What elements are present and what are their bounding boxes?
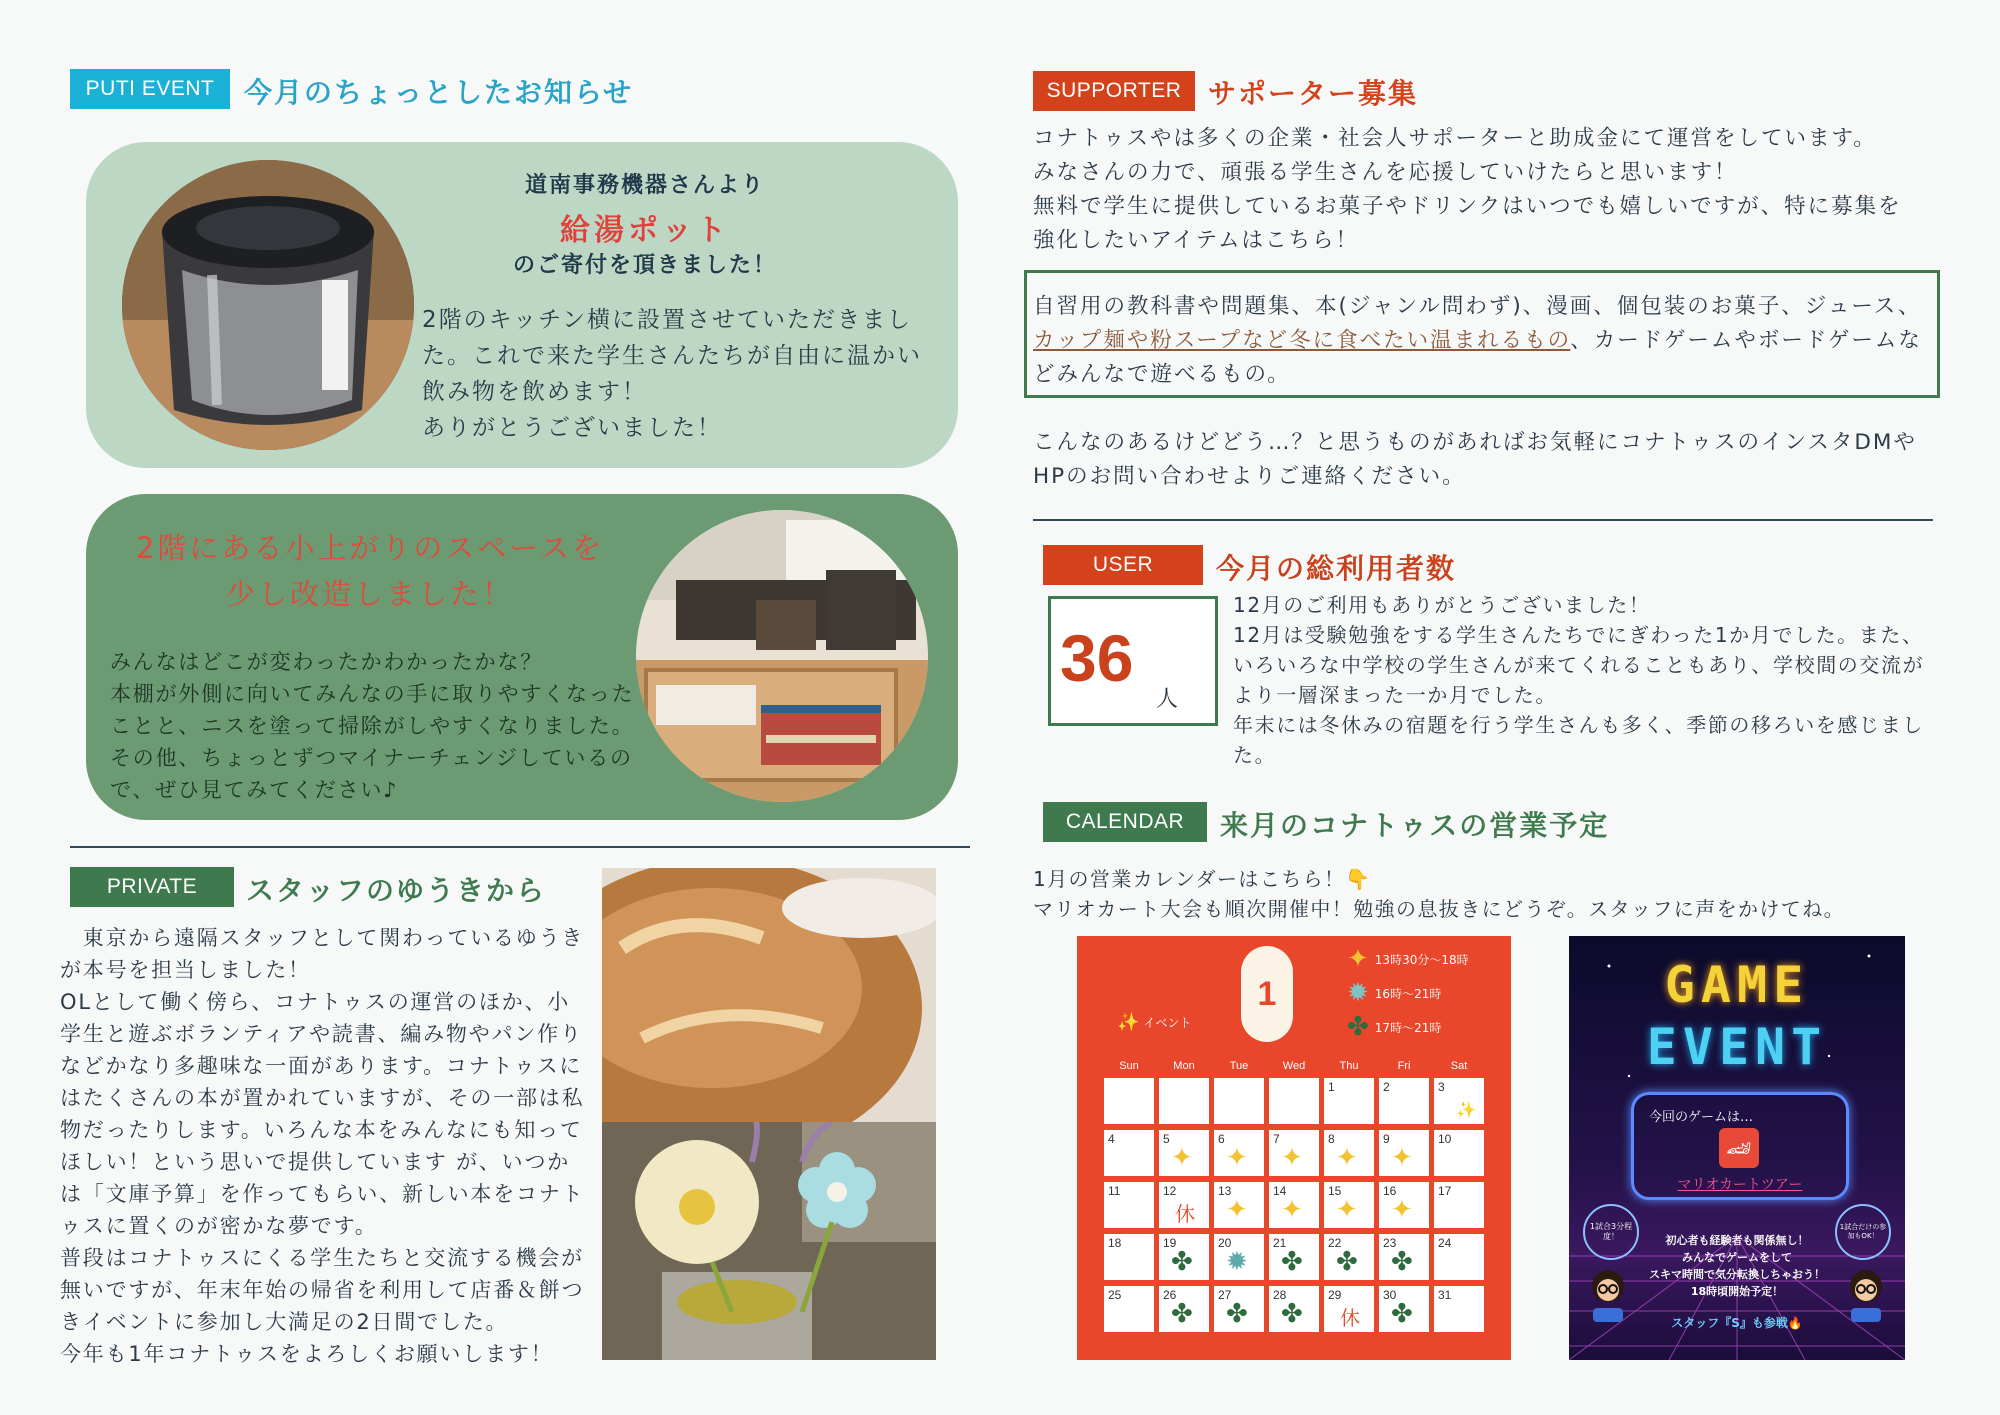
private-title: スタッフのゆうきから (246, 874, 547, 907)
sparkle-icon: ✨ (1117, 1012, 1140, 1033)
game-name: マリオカートツアー (1677, 1177, 1803, 1193)
legend-event-label: イベント (1143, 1016, 1192, 1030)
calendar-day-number: 6 (1218, 1132, 1225, 1146)
yellow-star-icon: ✦ (1226, 1195, 1248, 1225)
bubble-left-text: 1試合3分程度！ (1589, 1222, 1633, 1241)
calendar-day-number: 2 (1383, 1080, 1390, 1094)
knitted-flower-photo (602, 1122, 936, 1360)
yellow-star-icon: ✦ (1391, 1143, 1413, 1173)
calendar-day (1104, 1182, 1154, 1228)
calendar-day (1104, 1078, 1154, 1124)
calendar-day-number: 10 (1438, 1132, 1452, 1146)
calendar-day (1434, 1130, 1484, 1176)
supporter-outro: こんなのあるけどどう…？と思うものがあればお気軽にコナトゥスのインスタDMやHPのお問い合わせよりご連絡ください。 (1033, 430, 1917, 489)
user-count-unit: 人 (1156, 687, 1179, 712)
bread-photo (602, 868, 936, 1122)
puti-event-tag: PUTI EVENT (70, 69, 230, 109)
closed-label: 休 (1175, 1202, 1195, 1226)
january-calendar (1077, 936, 1511, 1360)
calendar-title: 来月のコナトゥスの営業予定 (1220, 809, 1610, 842)
calendar-day (1104, 1130, 1154, 1176)
calendar-day (1324, 1286, 1374, 1332)
yellow-star-icon: ✦ (1281, 1195, 1303, 1225)
game-line-4: 18時頃開始予定！ (1690, 1285, 1784, 1298)
calendar-intro: 1月の営業カレンダーはこちら！👇 マリオカート大会も順次開催中！勉強の息抜きにどうぞ。スタッフに声をかけてね。 (1033, 867, 1845, 921)
calendar-day (1269, 1078, 1319, 1124)
calendar-grid (1104, 1078, 1484, 1332)
yellow-star-icon: ✦ (1171, 1143, 1193, 1173)
calendar-day (1104, 1234, 1154, 1280)
sparkle-icon: ✨ (1456, 1100, 1476, 1119)
calendar-day-number: 11 (1108, 1184, 1121, 1198)
legend-hours-2: 16時～21時 (1374, 986, 1442, 1001)
pot-card-body: 2階のキッチン横に設置させていただきました。これで来た学生さんたちが自由に温かい飲み物を飲めます！ ありがとうございました！ (422, 307, 922, 441)
calendar-day-number: 30 (1383, 1288, 1397, 1302)
pot-card-heading-2: 給湯ポット (560, 213, 730, 248)
calendar-day (1269, 1130, 1319, 1176)
calendar-day (1434, 1234, 1484, 1280)
calendar-day-number: 31 (1438, 1288, 1452, 1302)
yellow-star-icon: ✦ (1226, 1143, 1248, 1173)
calendar-day-number: 9 (1383, 1132, 1390, 1146)
supporter-tag: SUPPORTER (1033, 71, 1195, 111)
game-box-label: 今回のゲームは… (1649, 1110, 1754, 1125)
user-count-number: 36 (1060, 621, 1134, 695)
pot-card-heading-3: のご寄付を頂きました！ (512, 253, 777, 278)
hot-water-pot-photo (122, 160, 414, 450)
calendar-day-number: 23 (1383, 1236, 1397, 1250)
calendar-day-number: 29 (1328, 1288, 1342, 1302)
game-line-3: スキマ時間で気分転換しちゃおう！ (1649, 1268, 1825, 1281)
supporter-title: サポーター募集 (1208, 77, 1419, 110)
legend-burst (1347, 978, 1441, 1008)
weekday-label: Thu (1339, 1060, 1359, 1072)
calendar-day (1324, 1130, 1374, 1176)
calendar-day-number: 24 (1438, 1236, 1452, 1250)
calendar-month-badge (1241, 946, 1293, 1042)
right-divider (1033, 519, 1933, 521)
calendar-day (1159, 1234, 1209, 1280)
calendar-day (1159, 1130, 1209, 1176)
weekday-label: Tue (1229, 1060, 1249, 1072)
weekday-label: Wed (1282, 1060, 1306, 1072)
green-clover-icon: ✤ (1336, 1247, 1358, 1277)
calendar-day-number: 18 (1108, 1236, 1122, 1250)
calendar-day (1324, 1078, 1374, 1124)
closed-label: 休 (1340, 1306, 1360, 1330)
calendar-day (1269, 1182, 1319, 1228)
calendar-day (1379, 1182, 1429, 1228)
game-title-1: GAME (1664, 956, 1810, 1014)
green-clover-icon: ✤ (1347, 1012, 1369, 1042)
calendar-day-number: 7 (1273, 1132, 1280, 1146)
green-clover-icon: ✤ (1171, 1247, 1193, 1277)
calendar-day-number: 14 (1273, 1184, 1287, 1198)
yellow-star-icon: ✦ (1391, 1195, 1413, 1225)
calendar-day-number: 5 (1163, 1132, 1170, 1146)
private-tag: PRIVATE (70, 867, 234, 907)
legend-hours-1: 13時30分～18時 (1374, 952, 1469, 967)
calendar-day-number: 26 (1163, 1288, 1177, 1302)
calendar-day (1269, 1234, 1319, 1280)
calendar-day-number: 16 (1383, 1184, 1397, 1198)
calendar-day (1214, 1130, 1264, 1176)
calendar-day (1159, 1078, 1209, 1124)
yellow-star-icon: ✦ (1336, 1195, 1358, 1225)
calendar-day (1104, 1286, 1154, 1332)
calendar-day-number: 8 (1328, 1132, 1335, 1146)
left-divider (70, 846, 970, 848)
yellow-star-icon: ✦ (1281, 1143, 1303, 1173)
calendar-day (1214, 1234, 1264, 1280)
study-space-photo (636, 510, 928, 802)
calendar-day-number: 25 (1108, 1288, 1122, 1302)
user-body: 12月のご利用もありがとうございました！ 12月は受験勉強をする学生さんたちでにぎわった1か月でした。また、いろいろな中学校の学生さんが来てくれることもあり、学校間の交流がより一層深まった一か月でした。 年末には冬休みの宿題を行う学生さんも多く、季節の移ろいを感じました。 (1233, 593, 1925, 767)
calendar-day-number: 3 (1438, 1080, 1445, 1094)
legend-star (1347, 944, 1469, 974)
calendar-day-number: 17 (1438, 1184, 1452, 1198)
yellow-star-icon: ✦ (1336, 1143, 1358, 1173)
renovation-heading-1: 2階にある小上がりのスペースを (135, 531, 604, 565)
weekday-label: Fri (1397, 1060, 1411, 1072)
calendar-day-number: 15 (1328, 1184, 1342, 1198)
calendar-day (1324, 1234, 1374, 1280)
calendar-day (1434, 1078, 1484, 1124)
calendar-day-number: 1 (1328, 1080, 1335, 1094)
calendar-day (1214, 1182, 1264, 1228)
green-clover-icon: ✤ (1391, 1247, 1413, 1277)
calendar-tag: CALENDAR (1043, 802, 1207, 842)
teal-burst-icon: ✹ (1226, 1247, 1248, 1277)
calendar-day (1379, 1234, 1429, 1280)
calendar-day (1159, 1286, 1209, 1332)
calendar-day-number: 19 (1163, 1236, 1177, 1250)
legend-clover (1347, 1012, 1441, 1042)
pot-card-heading-1: 道南事務機器さんより (524, 173, 765, 198)
game-line-1: 初心者も経験者も関係無し！ (1665, 1234, 1809, 1247)
green-clover-icon: ✤ (1281, 1299, 1303, 1329)
calendar-day (1379, 1078, 1429, 1124)
wanted-items-text (1033, 290, 1923, 392)
puti-event-title: 今月のちょっとしたお知らせ (244, 76, 634, 109)
weekday-label: Sun (1119, 1060, 1139, 1072)
calendar-day-number: 21 (1273, 1236, 1287, 1250)
calendar-day (1214, 1286, 1264, 1332)
game-staff-line: スタッフ『S』も参戦🔥 (1671, 1316, 1803, 1330)
green-clover-icon: ✤ (1226, 1299, 1248, 1329)
game-title-2: EVENT (1646, 1018, 1828, 1076)
calendar-day-number: 13 (1218, 1184, 1232, 1198)
calendar-day (1324, 1182, 1374, 1228)
calendar-day (1269, 1286, 1319, 1332)
renovation-body: みんなはどこが変わったかわかったかな？ 本棚が外側に向いてみんなの手に取りやすくなったことと、ニスを塗って掃除がしやすくなりました。その他、ちょっとずつマイナーチェンジしているので、ぜひ見てみてください♪ (110, 650, 635, 802)
legend-event (1117, 1012, 1191, 1033)
user-title: 今月の総利用者数 (1216, 552, 1457, 585)
yellow-star-icon: ✦ (1347, 944, 1369, 974)
teal-burst-icon: ✹ (1347, 978, 1369, 1008)
calendar-day (1379, 1286, 1429, 1332)
weekday-label: Mon (1173, 1060, 1195, 1072)
game-line-2: みんなでゲームをして (1682, 1251, 1792, 1264)
calendar-day-number: 20 (1218, 1236, 1232, 1250)
calendar-day-number: 4 (1108, 1132, 1115, 1146)
renovation-heading-2: 少し改造しました！ (225, 577, 514, 611)
weekday-label: Sat (1450, 1060, 1468, 1072)
calendar-day-number: 28 (1273, 1288, 1287, 1302)
green-clover-icon: ✤ (1281, 1247, 1303, 1277)
wanted-items-part-2: 、カードゲームやボードゲームなどみんなで遊べるもの。 (1033, 328, 1922, 387)
private-body: 東京から遠隔スタッフとして関わっているゆうきが本号を担当しました！ OLとして働く傍ら、コナトゥスの運営のほか、小学生と遊ぶボランティアや読書、編み物やパン作りなどかなり多趣味な一面があります。コナトゥスにはたくさんの本が置かれていますが、その一部は私物だったりします。いろんな本をみんなにも知ってほしい！という思いで提供しています が、いつかは「文庫予算」を作ってもらい、新しい本をコナトゥスに置くのが密かな夢です。 普段はコナトゥスにくる学生たちと交流する機会が無いですが、年末年始の帰省を利用して店番＆餅つきイベントに参加し大満足の2日間でした。 今年も1年コナトゥスをよろしくお願いします！ (60, 926, 585, 1366)
user-tag: USER (1043, 545, 1203, 585)
calendar-day (1434, 1286, 1484, 1332)
green-clover-icon: ✤ (1171, 1299, 1193, 1329)
calendar-day-number: 22 (1328, 1236, 1342, 1250)
game-event-poster (1569, 936, 1905, 1360)
calendar-day-number: 12 (1163, 1184, 1177, 1198)
legend-hours-3: 17時～21時 (1374, 1020, 1442, 1035)
wanted-items-part-1: 自習用の教科書や問題集、本(ジャンル問わず)、漫画、個包装のお菓子、ジュース、 (1033, 294, 1922, 319)
mario-kart-icon: 🏎 (1719, 1128, 1759, 1168)
calendar-day (1214, 1078, 1264, 1124)
calendar-day-number: 27 (1218, 1288, 1232, 1302)
calendar-day (1159, 1182, 1209, 1228)
calendar-day (1379, 1130, 1429, 1176)
wanted-items-highlight: カップ麺や粉スープなど冬に食べたい温まれるもの (1033, 328, 1571, 353)
calendar-month-number: 1 (1257, 974, 1277, 1013)
calendar-day (1434, 1182, 1484, 1228)
green-clover-icon: ✤ (1391, 1299, 1413, 1329)
supporter-intro: コナトゥスやは多くの企業・社会人サポーターと助成金にて運営をしています。 みなさんの力で、頑張る学生さんを応援していけたらと思います！ 無料で学生に提供しているお菓子やドリンクはいつでも嬉しいですが、特に募集を強化したいアイテムはこちら！ (1033, 126, 1902, 253)
bubble-right-text: 1試合だけの参加もOK！ (1839, 1223, 1887, 1240)
